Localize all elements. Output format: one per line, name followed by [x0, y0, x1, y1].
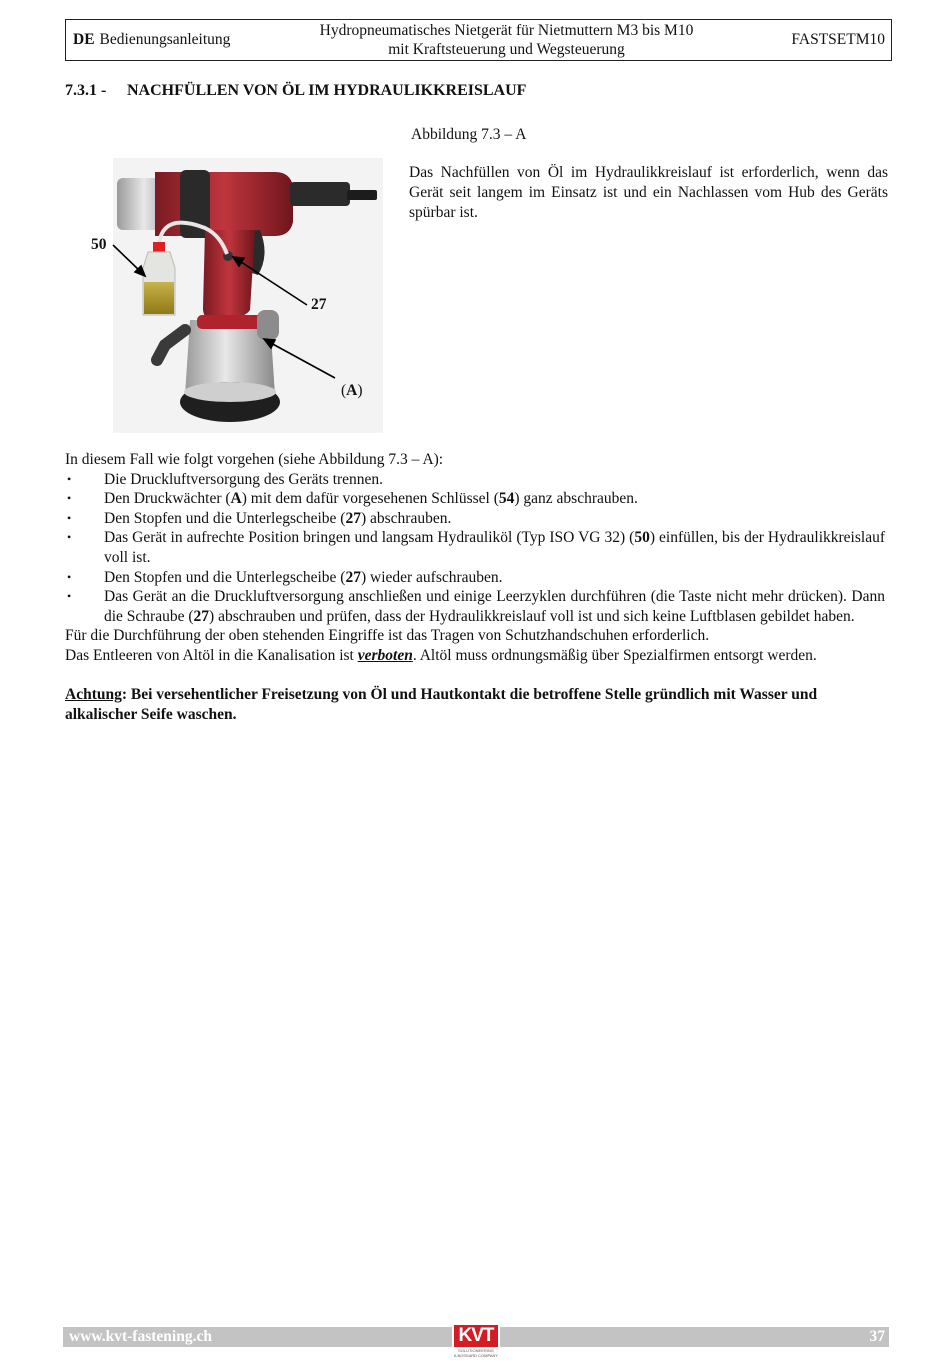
callout-A-letter: A: [346, 382, 358, 399]
callout-A-close: ): [357, 382, 363, 399]
step-ref: A: [230, 490, 242, 508]
warning-note: [65, 685, 885, 724]
header-doc-type-label: Bedienungsanleitung: [99, 31, 231, 48]
callout-50: 50: [91, 236, 107, 253]
logo-subtitle: [452, 1348, 500, 1358]
callout-27: 27: [311, 296, 327, 313]
list-item: [65, 587, 885, 626]
step-ref: 27: [345, 509, 361, 527]
logo-text: KVT: [454, 1325, 498, 1347]
list-item: [65, 489, 885, 509]
figure-caption: Abbildung 7.3 – A: [411, 126, 527, 143]
list-item: [65, 568, 885, 588]
list-item: [65, 528, 885, 567]
footer-url[interactable]: www.kvt-fastening.ch: [69, 1328, 212, 1345]
gloves-note: Für die Durchführung der oben stehenden Eingriffe ist das Tragen von Schutzhandschuhen erforderlich.: [65, 627, 710, 645]
disposal-text: Das Entleeren von Altöl in die Kanalisation ist: [65, 646, 358, 664]
logo-sub1: SOLUTIONEERING: [458, 1348, 494, 1353]
procedure-steps: [65, 470, 885, 627]
warning-label: Achtung: [65, 686, 122, 704]
nose-tube: [290, 182, 350, 206]
step-text: Das Gerät an die Druckluftversorgung anschließen und einige Leerzyklen durchführen (die Taste nicht mehr drücken). Dann die Schraube (: [104, 588, 885, 625]
step-text: ) einfüllen, bis der Hydraulikkreislauf voll ist.: [104, 529, 885, 566]
page-number: 37: [869, 1328, 885, 1345]
kvt-logo: [452, 1325, 500, 1359]
step-text: ) abschrauben.: [360, 509, 452, 527]
procedure-lead: In diesem Fall wie folgt vorgehen (siehe Abbildung 7.3 – A):: [65, 451, 444, 468]
step-text: Das Gerät in aufrechte Position bringen und langsam Hydrauliköl (Typ ISO VG 32) (: [104, 529, 635, 547]
section-title: NACHFÜLLEN VON ÖL IM HYDRAULIKKREISLAUF: [127, 82, 527, 99]
bottle-cap: [153, 242, 165, 252]
list-item: [65, 470, 885, 490]
header-doc-type: [66, 20, 253, 60]
logo-sub2: A BOSSARD COMPANY: [453, 1353, 499, 1358]
intro-paragraph: Das Nachfüllen von Öl im Hydraulikkreislauf ist erforderlich, wenn das Gerät seit langem im Einsatz ist und ein Nachlassen vom Hub des Geräts spürbar ist.: [409, 164, 888, 221]
procedure-text: [65, 450, 885, 724]
step-text: ) ganz abschrauben.: [514, 490, 638, 508]
callout-A: [341, 382, 363, 400]
warning-text: : Bei versehentlicher Freisetzung von Öl und Hautkontakt die betroffene Stelle gründlich mit Wasser und alkalischer Seife waschen.: [65, 686, 818, 723]
page-header: [65, 19, 892, 61]
callout-A-open: (: [341, 382, 347, 399]
step-text: ) wieder aufschrauben.: [360, 568, 503, 586]
header-title-line2: mit Kraftsteuerung und Wegsteuerung: [388, 41, 625, 58]
header-title: [253, 20, 760, 60]
step-text: Den Stopfen und die Unterlegscheibe (: [104, 568, 346, 586]
handle: [203, 230, 255, 318]
header-lang: DE: [73, 31, 95, 48]
step-ref: 27: [193, 607, 210, 625]
base-foot-top: [184, 382, 276, 402]
list-item: [65, 509, 885, 529]
step-text: ) mit dem dafür vorgesehenen Schlüssel (: [241, 490, 499, 508]
disposal-note: [65, 646, 885, 666]
step-ref: 54: [498, 490, 515, 508]
section-number: 7.3.1 -: [65, 82, 107, 99]
oil-level: [144, 282, 174, 314]
header-model: FASTSETM10: [791, 31, 885, 48]
step-ref: 27: [345, 568, 361, 586]
header-title-line1: Hydropneumatisches Nietgerät für Nietmuttern M3 bis M10: [319, 22, 694, 39]
step-text: Den Stopfen und die Unterlegscheibe (: [104, 509, 346, 527]
pressure-switch: [257, 310, 279, 340]
step-ref: 50: [634, 529, 650, 547]
disposal-forbidden: verboten: [357, 646, 413, 664]
step-text: Die Druckluftversorgung des Geräts trennen.: [104, 470, 384, 488]
base-ring: [197, 315, 267, 329]
tool-head: [155, 172, 293, 236]
nose-tip: [347, 190, 377, 200]
disposal-text: . Altöl muss ordnungsmäßig über Spezialfirmen entsorgt werden.: [412, 646, 817, 664]
step-text: Den Druckwächter (: [104, 490, 231, 508]
section-heading: [65, 82, 526, 100]
step-text: ) abschrauben und prüfen, dass der Hydraulikkreislauf voll ist und sich keine Luftblasen gebildet haben.: [209, 607, 855, 625]
